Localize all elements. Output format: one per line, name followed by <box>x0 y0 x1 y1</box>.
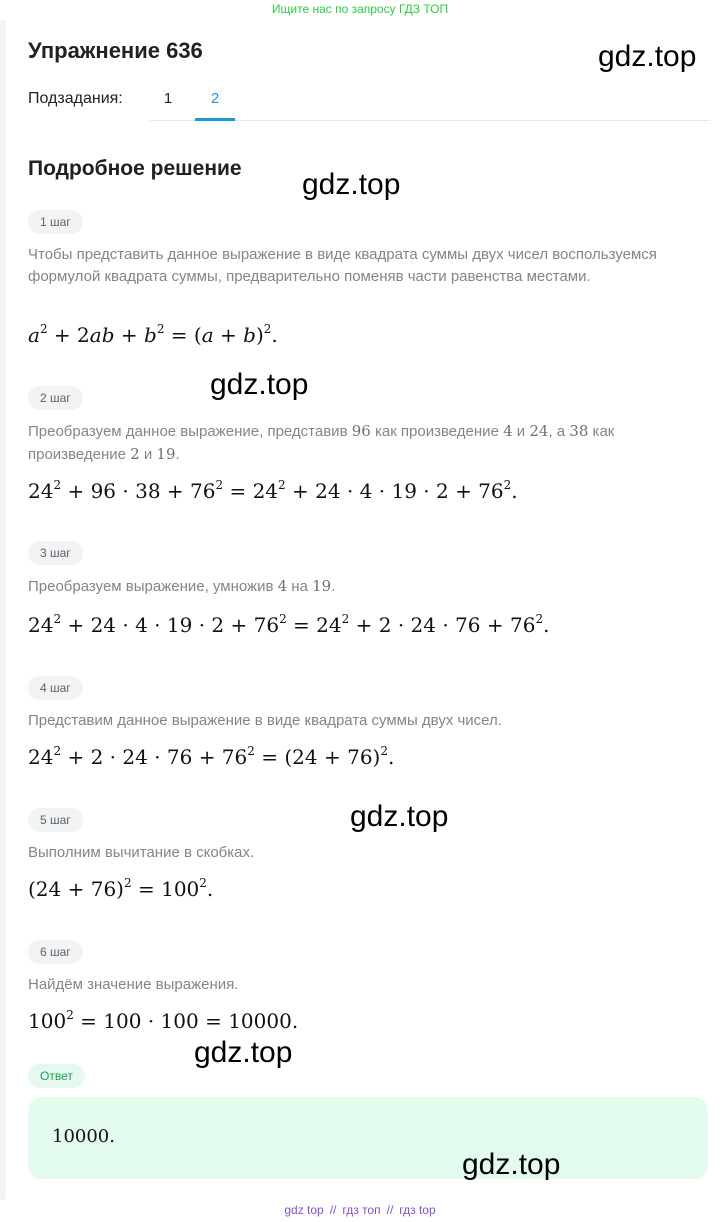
formula: $24^2 + 24 \cdot 4 \cdot 19 \cdot 2 + 76^2 = 24^2 + 2 \cdot 24 \cdot 76 + 76^2$. <box>28 612 550 637</box>
section-title: Подробное решение <box>28 157 242 180</box>
step-badge: 1 шаг <box>28 210 83 234</box>
step-text: Преобразуем выражение, умножив 4 на 19. <box>28 577 336 595</box>
watermark: gdz.top <box>302 168 401 201</box>
step-badge: 5 шаг <box>28 808 83 832</box>
footer-link[interactable]: gdz top <box>284 1203 324 1217</box>
step-badge: 3 шаг <box>28 541 83 565</box>
watermark: gdz.top <box>598 40 697 73</box>
step-text: Преобразуем данное выражение, представив 96 как произведение 4 и 24, а 38 как произведение 2 и 19. <box>28 422 615 463</box>
watermark: gdz.top <box>194 1036 293 1069</box>
watermark: gdz.top <box>210 368 309 401</box>
step-badge: 4 шаг <box>28 676 83 700</box>
active-tab-indicator <box>195 118 235 121</box>
step-badge: 2 шаг <box>28 386 83 410</box>
footer-links <box>0 1203 720 1217</box>
formula: $24^2 + 96 \cdot 38 + 76^2 = 24^2 + 24 \cdot 4 \cdot 19 \cdot 2 + 76^2$. <box>28 478 518 503</box>
answer-value: 10000. <box>52 1126 115 1147</box>
subtask-tab-1[interactable]: 1 <box>163 90 173 107</box>
page-title: Упражнение 636 <box>28 38 203 63</box>
step-text: Выполним вычитание в скобках. <box>28 844 255 861</box>
subtask-tab-2[interactable]: 2 <box>210 90 220 107</box>
formula: $a^2 + 2ab + b^2 = (a + b)^2$. <box>28 322 278 347</box>
step-text: Чтобы представить данное выражение в виде квадрата суммы двух чисел воспользуемся формулой квадрата суммы, предварительно поменяв части равенства местами. <box>28 246 657 285</box>
footer-link[interactable]: гдз top <box>399 1203 436 1217</box>
top-banner[interactable]: Ищите нас по запросу ГДЗ ТОП <box>271 2 449 16</box>
answer-badge: Ответ <box>28 1064 85 1088</box>
formula: $100^2 = 100 \cdot 100 = 10000$. <box>28 1008 299 1033</box>
footer-separator: // <box>329 1203 337 1217</box>
step-text: Найдём значение выражения. <box>28 976 239 993</box>
footer-separator: // <box>386 1203 394 1217</box>
step-text: Представим данное выражение в виде квадрата суммы двух чисел. <box>28 712 502 729</box>
step-badge: 6 шаг <box>28 940 83 964</box>
watermark: gdz.top <box>462 1148 561 1181</box>
subtasks-label: Подзадания: <box>28 90 123 107</box>
footer-link[interactable]: гдз топ <box>342 1203 381 1217</box>
watermark: gdz.top <box>350 800 449 833</box>
formula: $(24 + 76)^2 = 100^2$. <box>28 876 214 901</box>
formula: $24^2 + 2 \cdot 24 \cdot 76 + 76^2 = (24 + 76)^2$. <box>28 744 395 769</box>
answer-box <box>28 1097 708 1179</box>
